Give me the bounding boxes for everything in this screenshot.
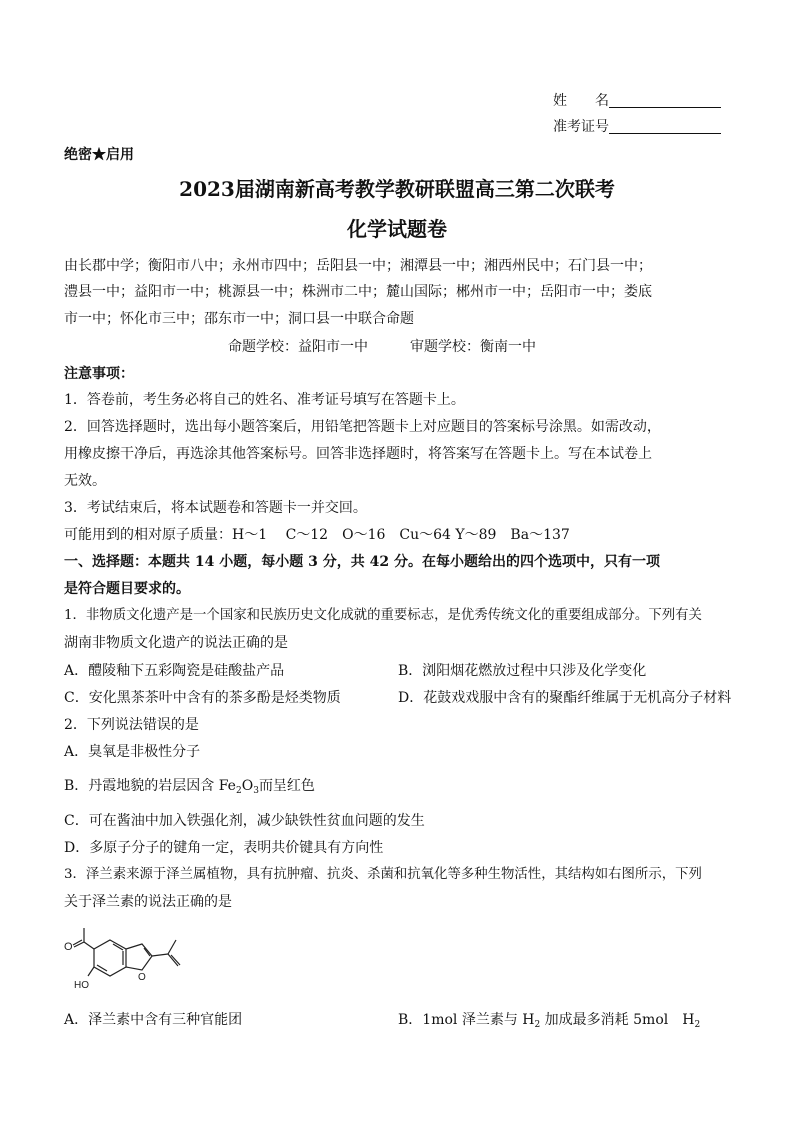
- proposer-line: 命题学校：益阳市一中 审题学校：衡南一中: [228, 339, 536, 355]
- zelanin-structure-diagram: [62, 918, 222, 994]
- carbonyl-o-label: O: [64, 941, 73, 953]
- note-3: 3．考试结束后，将本试题卷和答题卡一并交回。: [64, 500, 367, 516]
- note-2a: 2．回答选择题时，选出每小题答案后，用铅笔把答题卡上对应题目的答案标号涂黑。如需改动，: [64, 419, 661, 435]
- q3-stem-a: 3．泽兰素来源于泽兰属植物，具有抗肿瘤、抗炎、杀菌和抗氧化等多种生物活性，其结构如右图所示，下列: [64, 867, 702, 882]
- atomic-mass-line: 可能用到的相对原子质量：H～1 C～12 O～16 Cu～64 Y～89 Ba～137: [64, 527, 570, 543]
- furan-ring: [126, 944, 152, 970]
- exam-id-field: [553, 118, 721, 136]
- page-subtitle: 化学试题卷: [347, 217, 447, 241]
- q1-option-a: A．醴陵釉下五彩陶瓷是硅酸盐产品: [64, 663, 285, 679]
- note-1: 1．答卷前，考生务必将自己的姓名、准考证号填写在答题卡上。: [64, 392, 465, 408]
- q1-stem-a: 1．非物质文化遗产是一个国家和民族历史文化成就的重要标志，是优秀传统文化的重要组成部分。下列有关: [64, 608, 702, 623]
- q2-option-a: A．臭氧是非极性分子: [64, 744, 201, 760]
- schools-line-1: 由长郡中学；衡阳市八中；永州市四中；岳阳县一中；湘潭县一中；湘西州民中；石门县一中；: [64, 258, 652, 274]
- q3-option-b: B．1mol 泽兰素与 $H_2$ 加成最多消耗 5mol $H_2$: [398, 1012, 701, 1030]
- q2-option-b: B．丹霞地貌的岩层因含 $Fe_2O_3$而呈红色: [64, 778, 315, 796]
- page-title: 2023届湖南新高考教学教研联盟高三第二次联考: [179, 177, 615, 201]
- exam-id-label: 准考证号: [553, 119, 609, 135]
- hydroxyl-label: HO: [74, 980, 89, 991]
- notes-heading: 注意事项：: [64, 366, 134, 382]
- benzene-ring: [94, 940, 126, 976]
- q1-option-d: D．花鼓戏戏服中含有的聚酯纤维属于无机高分子材料: [398, 690, 732, 706]
- note-2b: 用橡皮擦干净后，再选涂其他答案标号。回答非选择题时，将答案写在答题卡上。写在本试卷上: [64, 446, 652, 462]
- name-field: [553, 92, 721, 110]
- section1-heading-a: 一、选择题：本题共 14 小题，每小题 3 分，共 42 分。在每小题给出的四个选项中，只有一项: [64, 554, 660, 570]
- schools-line-2: 澧县一中；益阳市一中；桃源县一中；株洲市二中；麓山国际；郴州市一中；岳阳市一中；娄底: [64, 284, 652, 300]
- q1-option-b: B．浏阳烟花燃放过程中只涉及化学变化: [398, 663, 647, 679]
- q3-stem-b: 关于泽兰素的说法正确的是: [64, 894, 232, 910]
- q1-stem-b: 湖南非物质文化遗产的说法正确的是: [64, 635, 288, 651]
- schools-line-3: 市一中；怀化市三中；邵东市一中；洞口县一中联合命题: [64, 311, 414, 327]
- section1-heading-b: 是符合题目要求的。: [64, 581, 190, 597]
- exam-id-blank: [609, 119, 721, 134]
- q2-option-c: C．可在酱油中加入铁强化剂，减少缺铁性贫血问题的发生: [64, 813, 425, 829]
- furan-o-label: O: [138, 972, 146, 983]
- q2-stem: 2．下列说法错误的是: [64, 717, 199, 733]
- name-blank: [609, 93, 721, 108]
- secret-mark: 绝密★启用: [64, 147, 134, 163]
- note-2c: 无效。: [64, 473, 106, 489]
- q2-option-d: D．多原子分子的键角一定，表明共价键具有方向性: [64, 840, 384, 856]
- q3-option-a: A．泽兰素中含有三种官能团: [64, 1012, 243, 1028]
- name-label: 姓 名: [553, 93, 609, 109]
- q1-option-c: C．安化黑茶茶叶中含有的茶多酚是烃类物质: [64, 690, 341, 706]
